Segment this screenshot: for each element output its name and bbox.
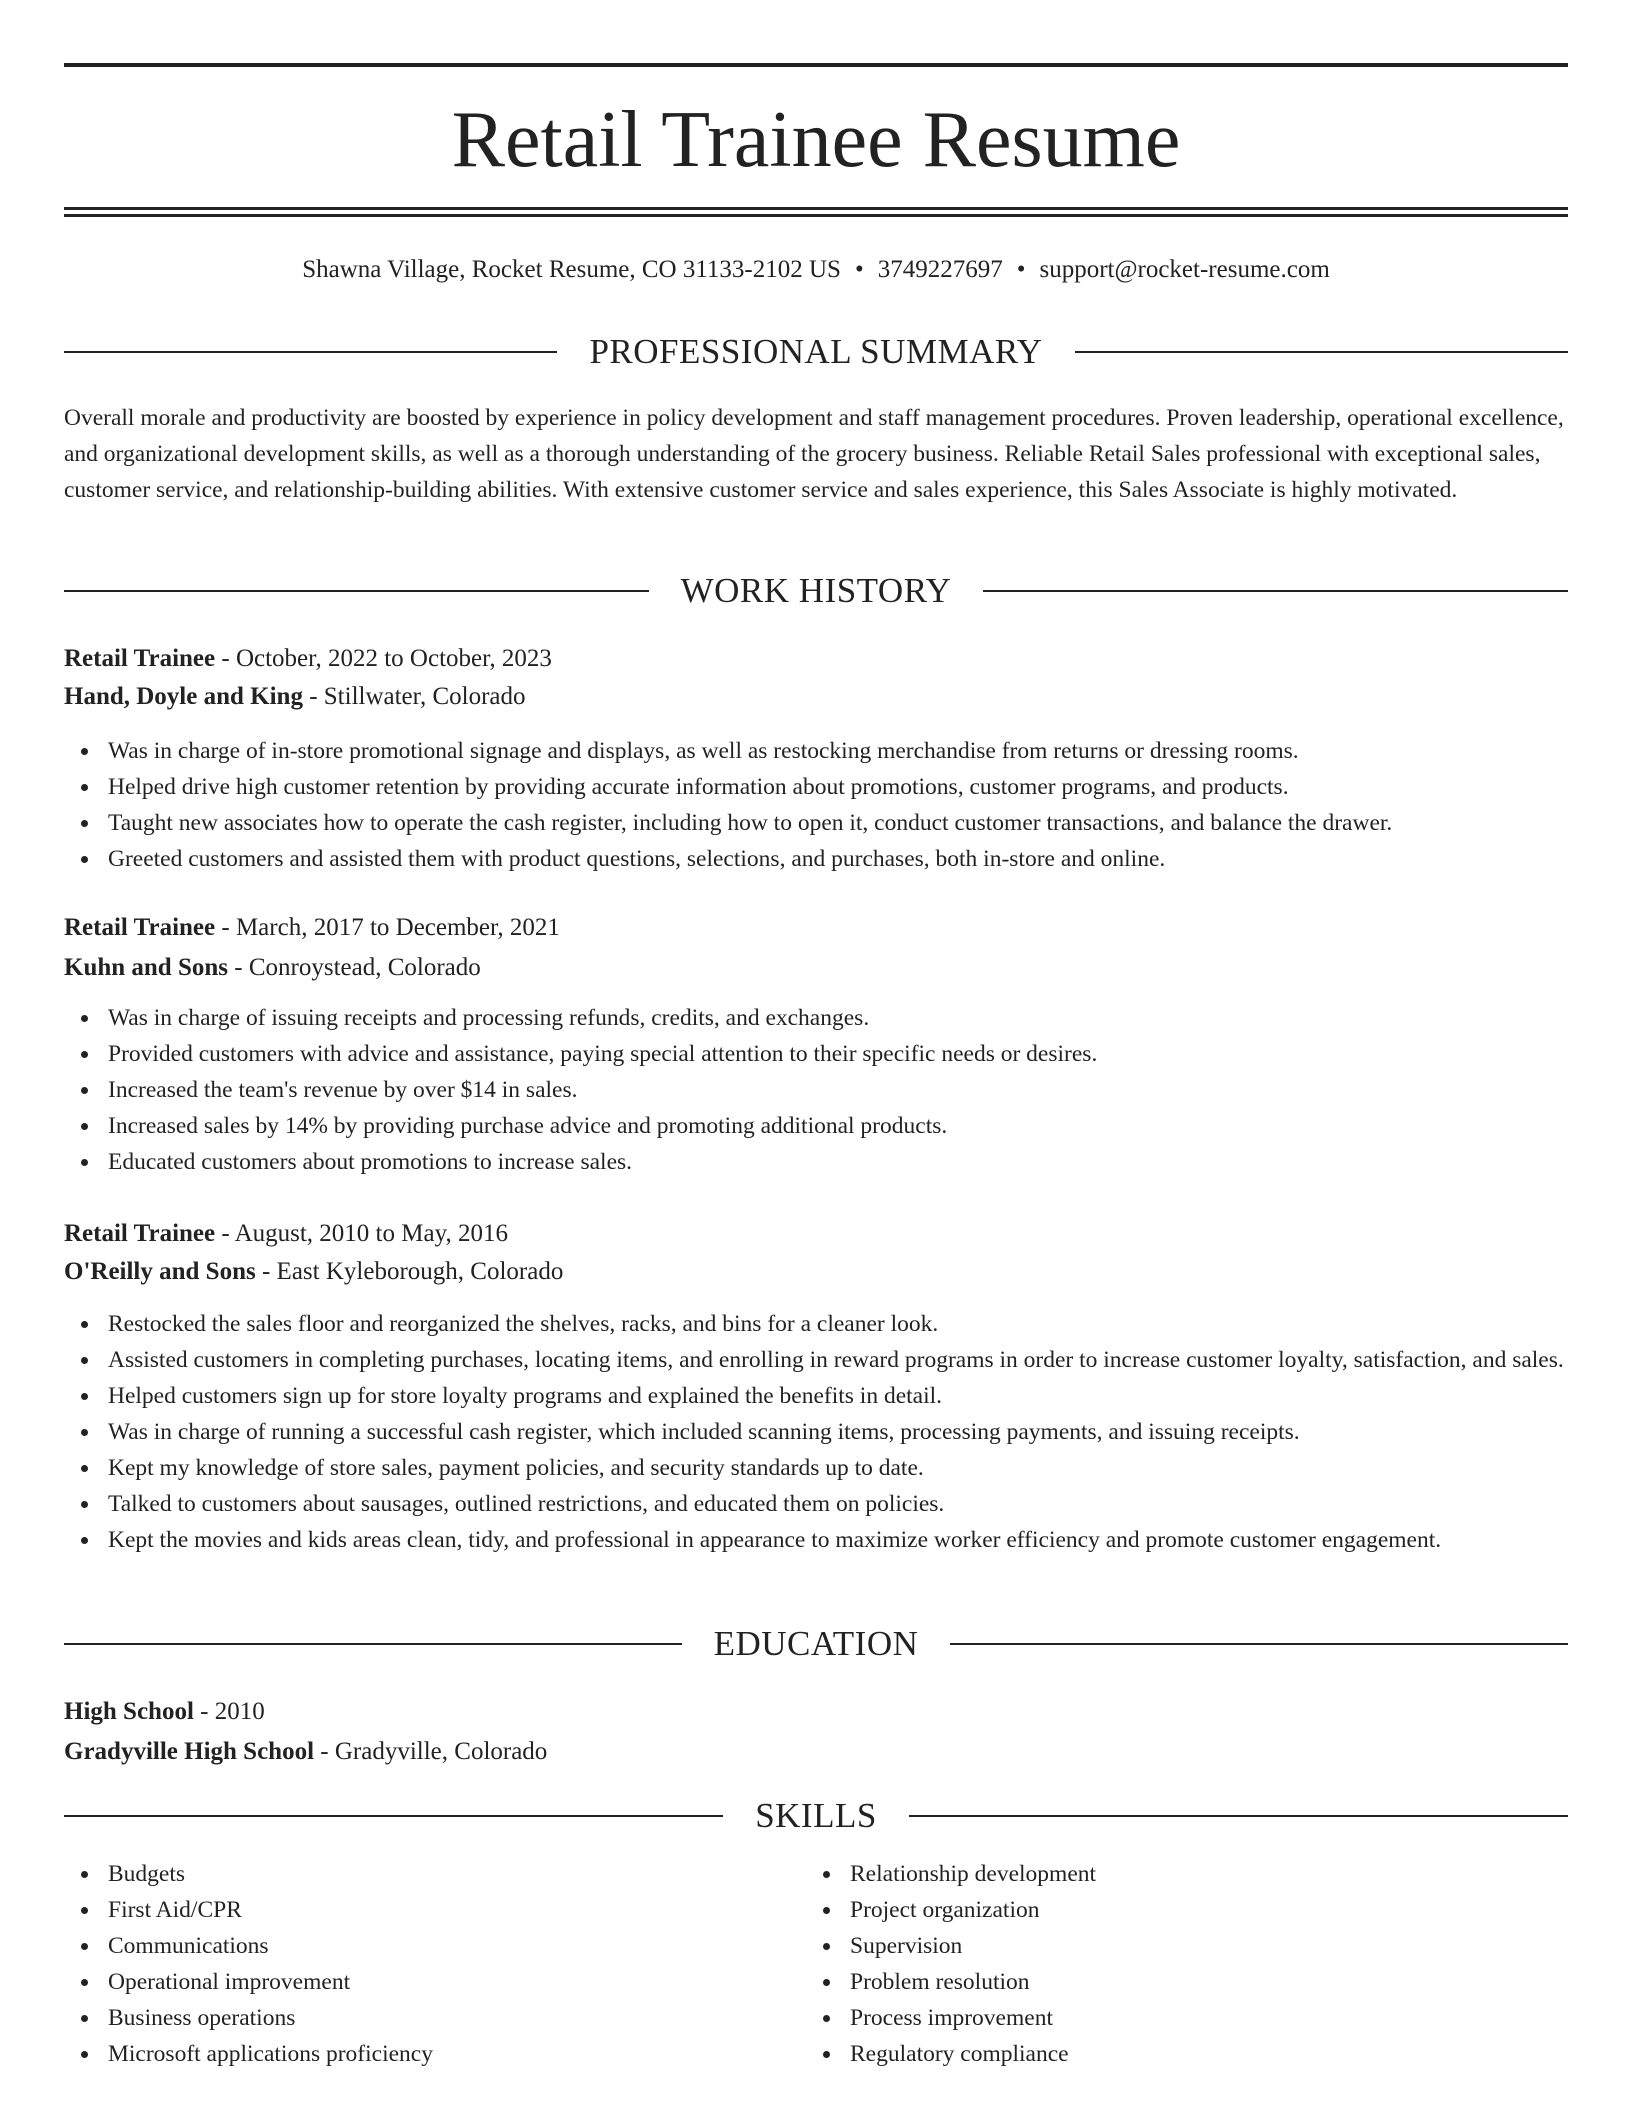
section-title: PROFESSIONAL SUMMARY [589,332,1043,371]
skills-list [806,1856,1486,2072]
list-item: Was in charge of issuing receipts and processing refunds, credits, and exchanges. [64,1000,1568,1036]
education-year: - 2010 [193,1698,265,1725]
contact-email: support@rocket-resume.com [1039,256,1330,283]
job-company: Hand, Doyle and King [64,683,303,710]
summary-text: Overall morale and productivity are boosted by experience in policy development and staff management procedures. Proven leadership, operational excellence, and organizational development skills, as well as a thorough understanding of the grocery business. Reliable Retail Sales professional with exceptional sales, customer service, and relationship-building abilities. With extensive customer service and sales experience, this Sales Associate is highly motivated. [64,405,1564,503]
skill-item: Project organization [806,1892,1486,1928]
section-heading-summary [64,330,1568,374]
list-item: Educated customers about promotions to increase sales. [64,1144,1568,1180]
contact-line [64,254,1568,286]
list-item: Assisted customers in completing purchases, locating items, and enrolling in reward programs in order to increase customer loyalty, satisfaction, and sales. [64,1342,1568,1378]
job-location: - Stillwater, Colorado [302,683,526,710]
heading-rule [64,1643,682,1645]
job-location: - East Kyleborough, Colorado [255,1258,564,1285]
contact-separator: • [854,256,864,283]
job-dates: - March, 2017 to December, 2021 [215,914,560,941]
job-entry [64,910,1568,1180]
section-heading-work [64,569,1568,613]
job-location: - Conroystead, Colorado [228,954,481,981]
job-dates: - August, 2010 to May, 2016 [215,1220,508,1247]
education-school: Gradyville High School [64,1738,315,1765]
title-double-rule [64,207,1568,217]
heading-rule [64,590,649,592]
list-item: Kept my knowledge of store sales, payment policies, and security standards up to date. [64,1450,1568,1486]
skill-item: Problem resolution [806,1964,1486,2000]
skill-item: Regulatory compliance [806,2036,1486,2072]
skill-item: Budgets [64,1856,744,1892]
job-role: Retail Trainee [64,1220,216,1247]
job-title-line [64,1216,1568,1252]
job-role: Retail Trainee [64,914,216,941]
job-company-line [64,950,1568,986]
job-company: O'Reilly and Sons [64,1258,256,1285]
list-item: Was in charge of running a successful cash register, which included scanning items, processing payments, and issuing receipts. [64,1414,1568,1450]
list-item: Was in charge of in-store promotional signage and displays, as well as restocking merchandise from returns or dressing rooms. [64,733,1568,769]
contact-address: Shawna Village, Rocket Resume, CO 31133-2102 US [302,256,841,283]
skill-item: Microsoft applications proficiency [64,2036,744,2072]
section-heading-skills [64,1794,1568,1838]
job-company: Kuhn and Sons [64,954,229,981]
list-item: Kept the movies and kids areas clean, tidy, and professional in appearance to maximize worker efficiency and promote customer engagement. [64,1522,1568,1558]
list-item: Provided customers with advice and assistance, paying special attention to their specific needs or desires. [64,1036,1568,1072]
skill-item: Supervision [806,1928,1486,1964]
job-entry [64,1216,1568,1558]
skill-item: Operational improvement [64,1964,744,2000]
contact-separator: • [1016,256,1026,283]
section-title: EDUCATION [713,1624,919,1663]
top-rule [64,63,1568,67]
education-degree-line [64,1694,1568,1730]
skill-item: Relationship development [806,1856,1486,1892]
list-item: Talked to customers about sausages, outlined restrictions, and educated them on policies. [64,1486,1568,1522]
job-company-line [64,679,1568,715]
job-bullets [64,1000,1568,1180]
heading-rule [950,1643,1568,1645]
heading-rule [64,351,557,353]
skills-column-left [64,1856,744,2072]
section-title: SKILLS [755,1796,877,1835]
heading-rule [983,590,1568,592]
education-school-line [64,1734,1568,1770]
skills-column-right [806,1856,1486,2072]
section-heading-education [64,1622,1568,1666]
list-item: Increased the team's revenue by over $14 in sales. [64,1072,1568,1108]
heading-rule [1075,351,1568,353]
job-title-line [64,910,1568,946]
list-item: Helped customers sign up for store loyalty programs and explained the benefits in detail. [64,1378,1568,1414]
job-bullets [64,1306,1568,1558]
job-company-line [64,1254,1568,1290]
heading-rule [909,1815,1568,1817]
skills-list [64,1856,744,2072]
skill-item: Communications [64,1928,744,1964]
heading-rule [64,1815,723,1817]
page-title: Retail Trainee Resume [451,96,1181,184]
list-item: Increased sales by 14% by providing purchase advice and promoting additional products. [64,1108,1568,1144]
education-degree: High School [64,1698,194,1725]
skill-item: Business operations [64,2000,744,2036]
list-item: Restocked the sales floor and reorganized the shelves, racks, and bins for a cleaner look. [64,1306,1568,1342]
job-dates: - October, 2022 to October, 2023 [215,645,552,672]
skill-item: First Aid/CPR [64,1892,744,1928]
list-item: Helped drive high customer retention by providing accurate information about promotions, customer programs, and products. [64,769,1568,805]
job-role: Retail Trainee [64,645,216,672]
job-title-line [64,641,1568,677]
skill-item: Process improvement [806,2000,1486,2036]
list-item: Greeted customers and assisted them with product questions, selections, and purchases, both in-store and online. [64,841,1568,877]
education-location: - Gradyville, Colorado [314,1738,548,1765]
job-entry [64,641,1568,877]
list-item: Taught new associates how to operate the cash register, including how to open it, conduct customer transactions, and balance the drawer. [64,805,1568,841]
job-bullets [64,733,1568,877]
contact-phone: 3749227697 [877,256,1003,283]
education-entry [64,1694,1568,1770]
section-title: WORK HISTORY [680,571,952,610]
